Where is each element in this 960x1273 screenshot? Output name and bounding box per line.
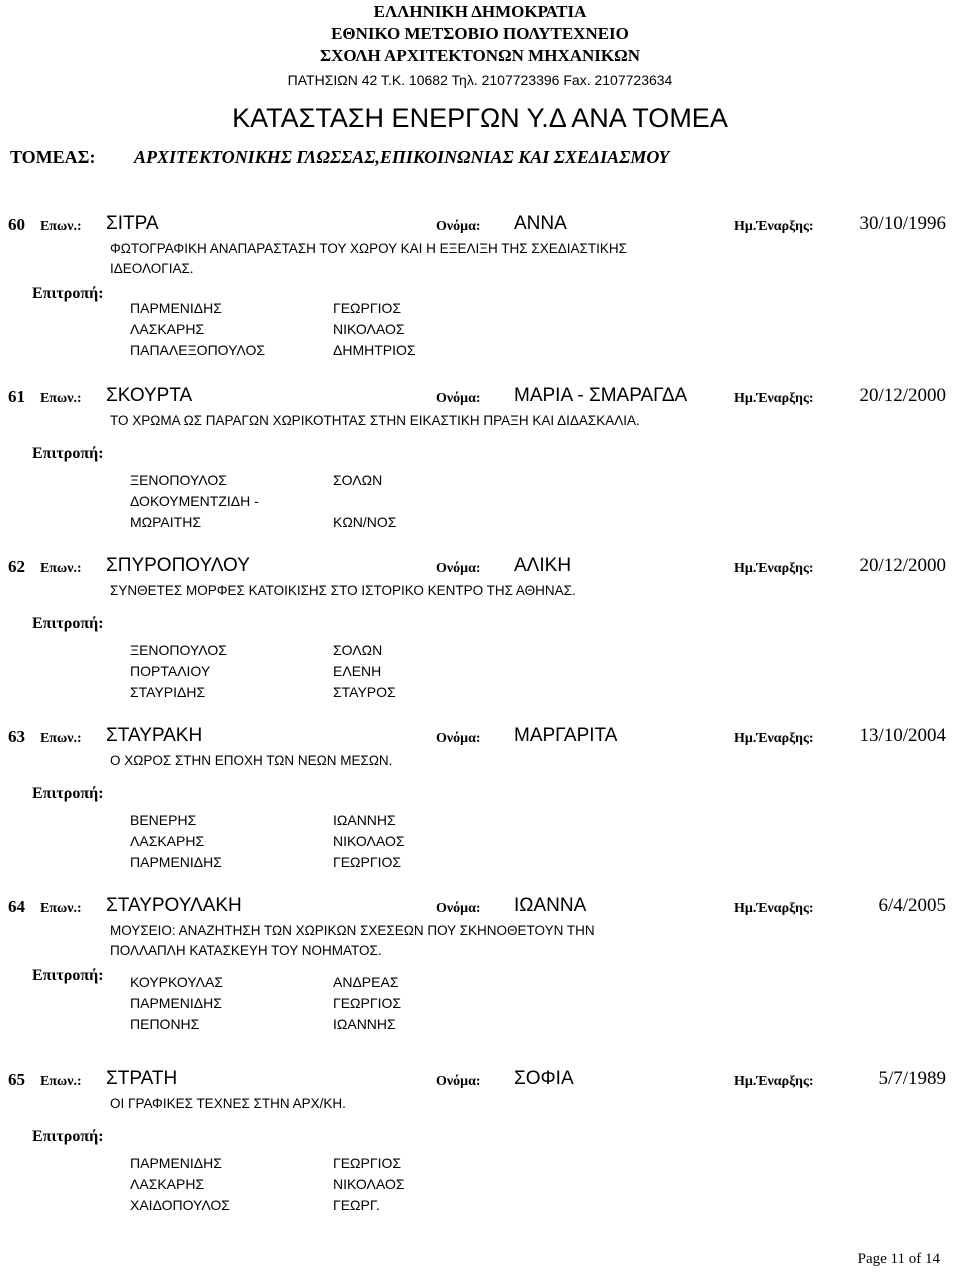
committee-member-name: ΓΕΩΡΓΙΟΣ: [333, 854, 401, 870]
thesis-title-line: ΠΟΛΛΑΠΛΗ ΚΑΤΑΣΚΕΥΗ ΤΟΥ ΝΟΗΜΑΤΟΣ.: [110, 943, 382, 958]
header-line-3: ΣΧΟΛΗ ΑΡΧΙΤΕΚΤΟΝΩΝ ΜΗΧΑΝΙΚΩΝ: [319, 46, 641, 65]
thesis-title-line: ΜΟΥΣΕΙΟ: ΑΝΑΖΗΤΗΣΗ ΤΩΝ ΧΩΡΙΚΩΝ ΣΧΕΣΕΩΝ ΠΟΥ ΣΚΗΝΟΘΕΤΟΥΝ ΤΗΝ: [110, 923, 595, 938]
committee-member-surname: ΞΕΝΟΠΟΥΛΟΣ: [130, 472, 227, 488]
committee-member-name: ΓΕΩΡΓΙΟΣ: [333, 1155, 401, 1171]
committee-member-name: ΕΛΕΝΗ: [333, 663, 382, 679]
surname-label: Επων.:: [40, 219, 82, 234]
committee-member-surname: ΞΕΝΟΠΟΥΛΟΣ: [130, 642, 227, 658]
surname-label: Επων.:: [40, 561, 82, 576]
name-value: ΣΟΦΙΑ: [514, 1068, 574, 1089]
start-date-value: 13/10/2004: [859, 725, 946, 746]
committee-member-name: ΣΟΛΩΝ: [333, 642, 383, 658]
name-value: ΜΑΡΙΑ - ΣΜΑΡΑΓΔΑ: [514, 385, 688, 406]
name-label: Ονόμα:: [436, 1074, 481, 1089]
thesis-title-line: ΟΙ ΓΡΑΦΙΚΕΣ ΤΕΧΝΕΣ ΣΤΗΝ ΑΡΧ/ΚΗ.: [110, 1096, 346, 1111]
committee-member-surname: ΠΑΡΜΕΝΙΔΗΣ: [130, 300, 222, 316]
committee-label: Επιτροπή:: [32, 615, 104, 632]
committee-member-name: ΚΩΝ/ΝΟΣ: [333, 514, 397, 530]
surname-value: ΣΠΥΡΟΠΟΥΛΟΥ: [106, 555, 250, 576]
start-date-value: 30/10/1996: [859, 213, 946, 234]
name-value: ΜΑΡΓΑΡΙΤΑ: [514, 725, 618, 746]
name-label: Ονόμα:: [436, 219, 481, 234]
committee-member-name: ΙΩΑΝΝΗΣ: [333, 812, 396, 828]
surname-label: Επων.:: [40, 1074, 82, 1089]
committee-member-surname: ΔΟΚΟΥΜΕΝΤΖΙΔΗ -: [130, 493, 259, 509]
committee-member-name: ΝΙΚΟΛΑΟΣ: [333, 321, 405, 337]
thesis-title-line: ΤΟ ΧΡΩΜΑ ΩΣ ΠΑΡΑΓΩΝ ΧΩΡΙΚΟΤΗΤΑΣ ΣΤΗΝ ΕΙΚΑΣΤΙΚΗ ΠΡΑΞΗ ΚΑΙ ΔΙΔΑΣΚΑΛΙΑ.: [110, 413, 640, 428]
committee-member-name: ΣΤΑΥΡΟΣ: [333, 684, 396, 700]
page-number: Page 11 of 14: [857, 1251, 940, 1267]
committee-member-name: ΓΕΩΡΓΙΟΣ: [333, 995, 401, 1011]
thesis-title-line: ΦΩΤΟΓΡΑΦΙΚΗ ΑΝΑΠΑΡΑΣΤΑΣΗ ΤΟΥ ΧΩΡΟΥ ΚΑΙ Η ΕΞΕΛΙΞΗ ΤΗΣ ΣΧΕΔΙΑΣΤΙΚΗΣ: [110, 241, 627, 256]
surname-value: ΣΙΤΡΑ: [106, 213, 159, 234]
entry-number: 63: [8, 727, 25, 746]
committee-member-surname: ΠΟΡΤΑΛΙΟΥ: [130, 663, 211, 679]
thesis-title-line: ΣΥΝΘΕΤΕΣ ΜΟΡΦΕΣ ΚΑΤΟΙΚΙΣΗΣ ΣΤΟ ΙΣΤΟΡΙΚΟ ΚΕΝΤΡΟ ΤΗΣ ΑΘΗΝΑΣ.: [110, 583, 576, 598]
committee-member-name: ΓΕΩΡΓΙΟΣ: [333, 300, 401, 316]
surname-value: ΣΤΑΥΡΑΚΗ: [106, 725, 203, 746]
name-label: Ονόμα:: [436, 731, 481, 746]
committee-label: Επιτροπή:: [32, 285, 104, 302]
start-date-label: Ημ.Έναρξης:: [734, 731, 814, 746]
committee-member-surname: ΠΑΡΜΕΝΙΔΗΣ: [130, 995, 222, 1011]
committee-member-surname: ΠΑΠΑΛΕΞΟΠΟΥΛΟΣ: [130, 342, 266, 358]
header-line-2: ΕΘΝΙΚΟ ΜΕΤΣΟΒΙΟ ΠΟΛΥΤΕΧΝΕΙΟ: [331, 24, 629, 43]
surname-value: ΣΤΡΑΤΗ: [106, 1068, 178, 1089]
committee-member-surname: ΛΑΣΚΑΡΗΣ: [130, 321, 205, 337]
start-date-label: Ημ.Έναρξης:: [734, 561, 814, 576]
committee-label: Επιτροπή:: [32, 967, 104, 984]
start-date-value: 20/12/2000: [859, 555, 946, 576]
name-label: Ονόμα:: [436, 391, 481, 406]
name-label: Ονόμα:: [436, 561, 481, 576]
entry-number: 64: [8, 897, 25, 916]
surname-label: Επων.:: [40, 391, 82, 406]
committee-label: Επιτροπή:: [32, 1128, 104, 1145]
committee-member-surname: ΛΑΣΚΑΡΗΣ: [130, 833, 205, 849]
thesis-title-line: Ο ΧΩΡΟΣ ΣΤΗΝ ΕΠΟΧΗ ΤΩΝ ΝΕΩΝ ΜΕΣΩΝ.: [110, 753, 393, 768]
committee-member-name: ΑΝΔΡΕΑΣ: [333, 974, 399, 990]
committee-member-surname: ΣΤΑΥΡΙΔΗΣ: [130, 684, 206, 700]
committee-label: Επιτροπή:: [32, 785, 104, 802]
committee-member-name: ΓΕΩΡΓ.: [333, 1197, 380, 1213]
entry-number: 62: [8, 557, 25, 576]
committee-member-surname: ΜΩΡΑΙΤΗΣ: [130, 514, 201, 530]
committee-member-surname: ΛΑΣΚΑΡΗΣ: [130, 1176, 205, 1192]
committee-label: Επιτροπή:: [32, 445, 104, 462]
committee-member-name: ΔΗΜΗΤΡΙΟΣ: [333, 342, 416, 358]
committee-member-name: ΝΙΚΟΛΑΟΣ: [333, 833, 405, 849]
committee-member-surname: ΒΕΝΕΡΗΣ: [130, 812, 197, 828]
name-value: ΑΝΝΑ: [514, 213, 567, 234]
thesis-title-line: ΙΔΕΟΛΟΓΙΑΣ.: [110, 261, 194, 276]
committee-member-surname: ΠΑΡΜΕΝΙΔΗΣ: [130, 1155, 222, 1171]
start-date-label: Ημ.Έναρξης:: [734, 1074, 814, 1089]
entry-number: 60: [8, 215, 25, 234]
start-date-label: Ημ.Έναρξης:: [734, 901, 814, 916]
page-title: ΚΑΤΑΣΤΑΣΗ ΕΝΕΡΓΩΝ Υ.Δ ΑΝΑ ΤΟΜΕΑ: [232, 103, 728, 133]
header-line-1: ΕΛΛΗΝΙΚΗ ΔΗΜΟΚΡΑΤΙΑ: [373, 2, 587, 21]
committee-member-surname: ΧΑΙΔΟΠΟΥΛΟΣ: [130, 1197, 230, 1213]
start-date-value: 6/4/2005: [878, 895, 946, 916]
start-date-label: Ημ.Έναρξης:: [734, 219, 814, 234]
name-value: ΙΩΑΝΝΑ: [514, 895, 587, 916]
surname-label: Επων.:: [40, 901, 82, 916]
entry-number: 61: [8, 387, 25, 406]
committee-member-name: ΙΩΑΝΝΗΣ: [333, 1016, 396, 1032]
name-value: ΑΛΙΚΗ: [514, 555, 572, 576]
start-date-value: 5/7/1989: [878, 1068, 946, 1089]
surname-label: Επων.:: [40, 731, 82, 746]
committee-member-surname: ΠΑΡΜΕΝΙΔΗΣ: [130, 854, 222, 870]
start-date-value: 20/12/2000: [859, 385, 946, 406]
committee-member-name: ΝΙΚΟΛΑΟΣ: [333, 1176, 405, 1192]
start-date-label: Ημ.Έναρξης:: [734, 391, 814, 406]
header-address: ΠΑΤΗΣΙΩΝ 42 Τ.Κ. 10682 Τηλ. 2107723396 Fax. 2107723634: [287, 72, 673, 88]
name-label: Ονόμα:: [436, 901, 481, 916]
committee-member-surname: ΚΟΥΡΚΟΥΛΑΣ: [130, 974, 224, 990]
entry-number: 65: [8, 1070, 25, 1089]
sector-label: ΤΟΜΕΑΣ:: [10, 147, 96, 167]
surname-value: ΣΚΟΥΡΤΑ: [106, 385, 193, 406]
surname-value: ΣΤΑΥΡΟΥΛΑΚΗ: [106, 895, 242, 916]
committee-member-surname: ΠΕΠΟΝΗΣ: [130, 1016, 200, 1032]
committee-member-name: ΣΟΛΩΝ: [333, 472, 383, 488]
sector-value: ΑΡΧΙΤΕΚΤΟΝΙΚΗΣ ΓΛΩΣΣΑΣ,ΕΠΙΚΟΙΝΩΝΙΑΣ ΚΑΙ ΣΧΕΔΙΑΣΜΟΥ: [134, 147, 670, 167]
